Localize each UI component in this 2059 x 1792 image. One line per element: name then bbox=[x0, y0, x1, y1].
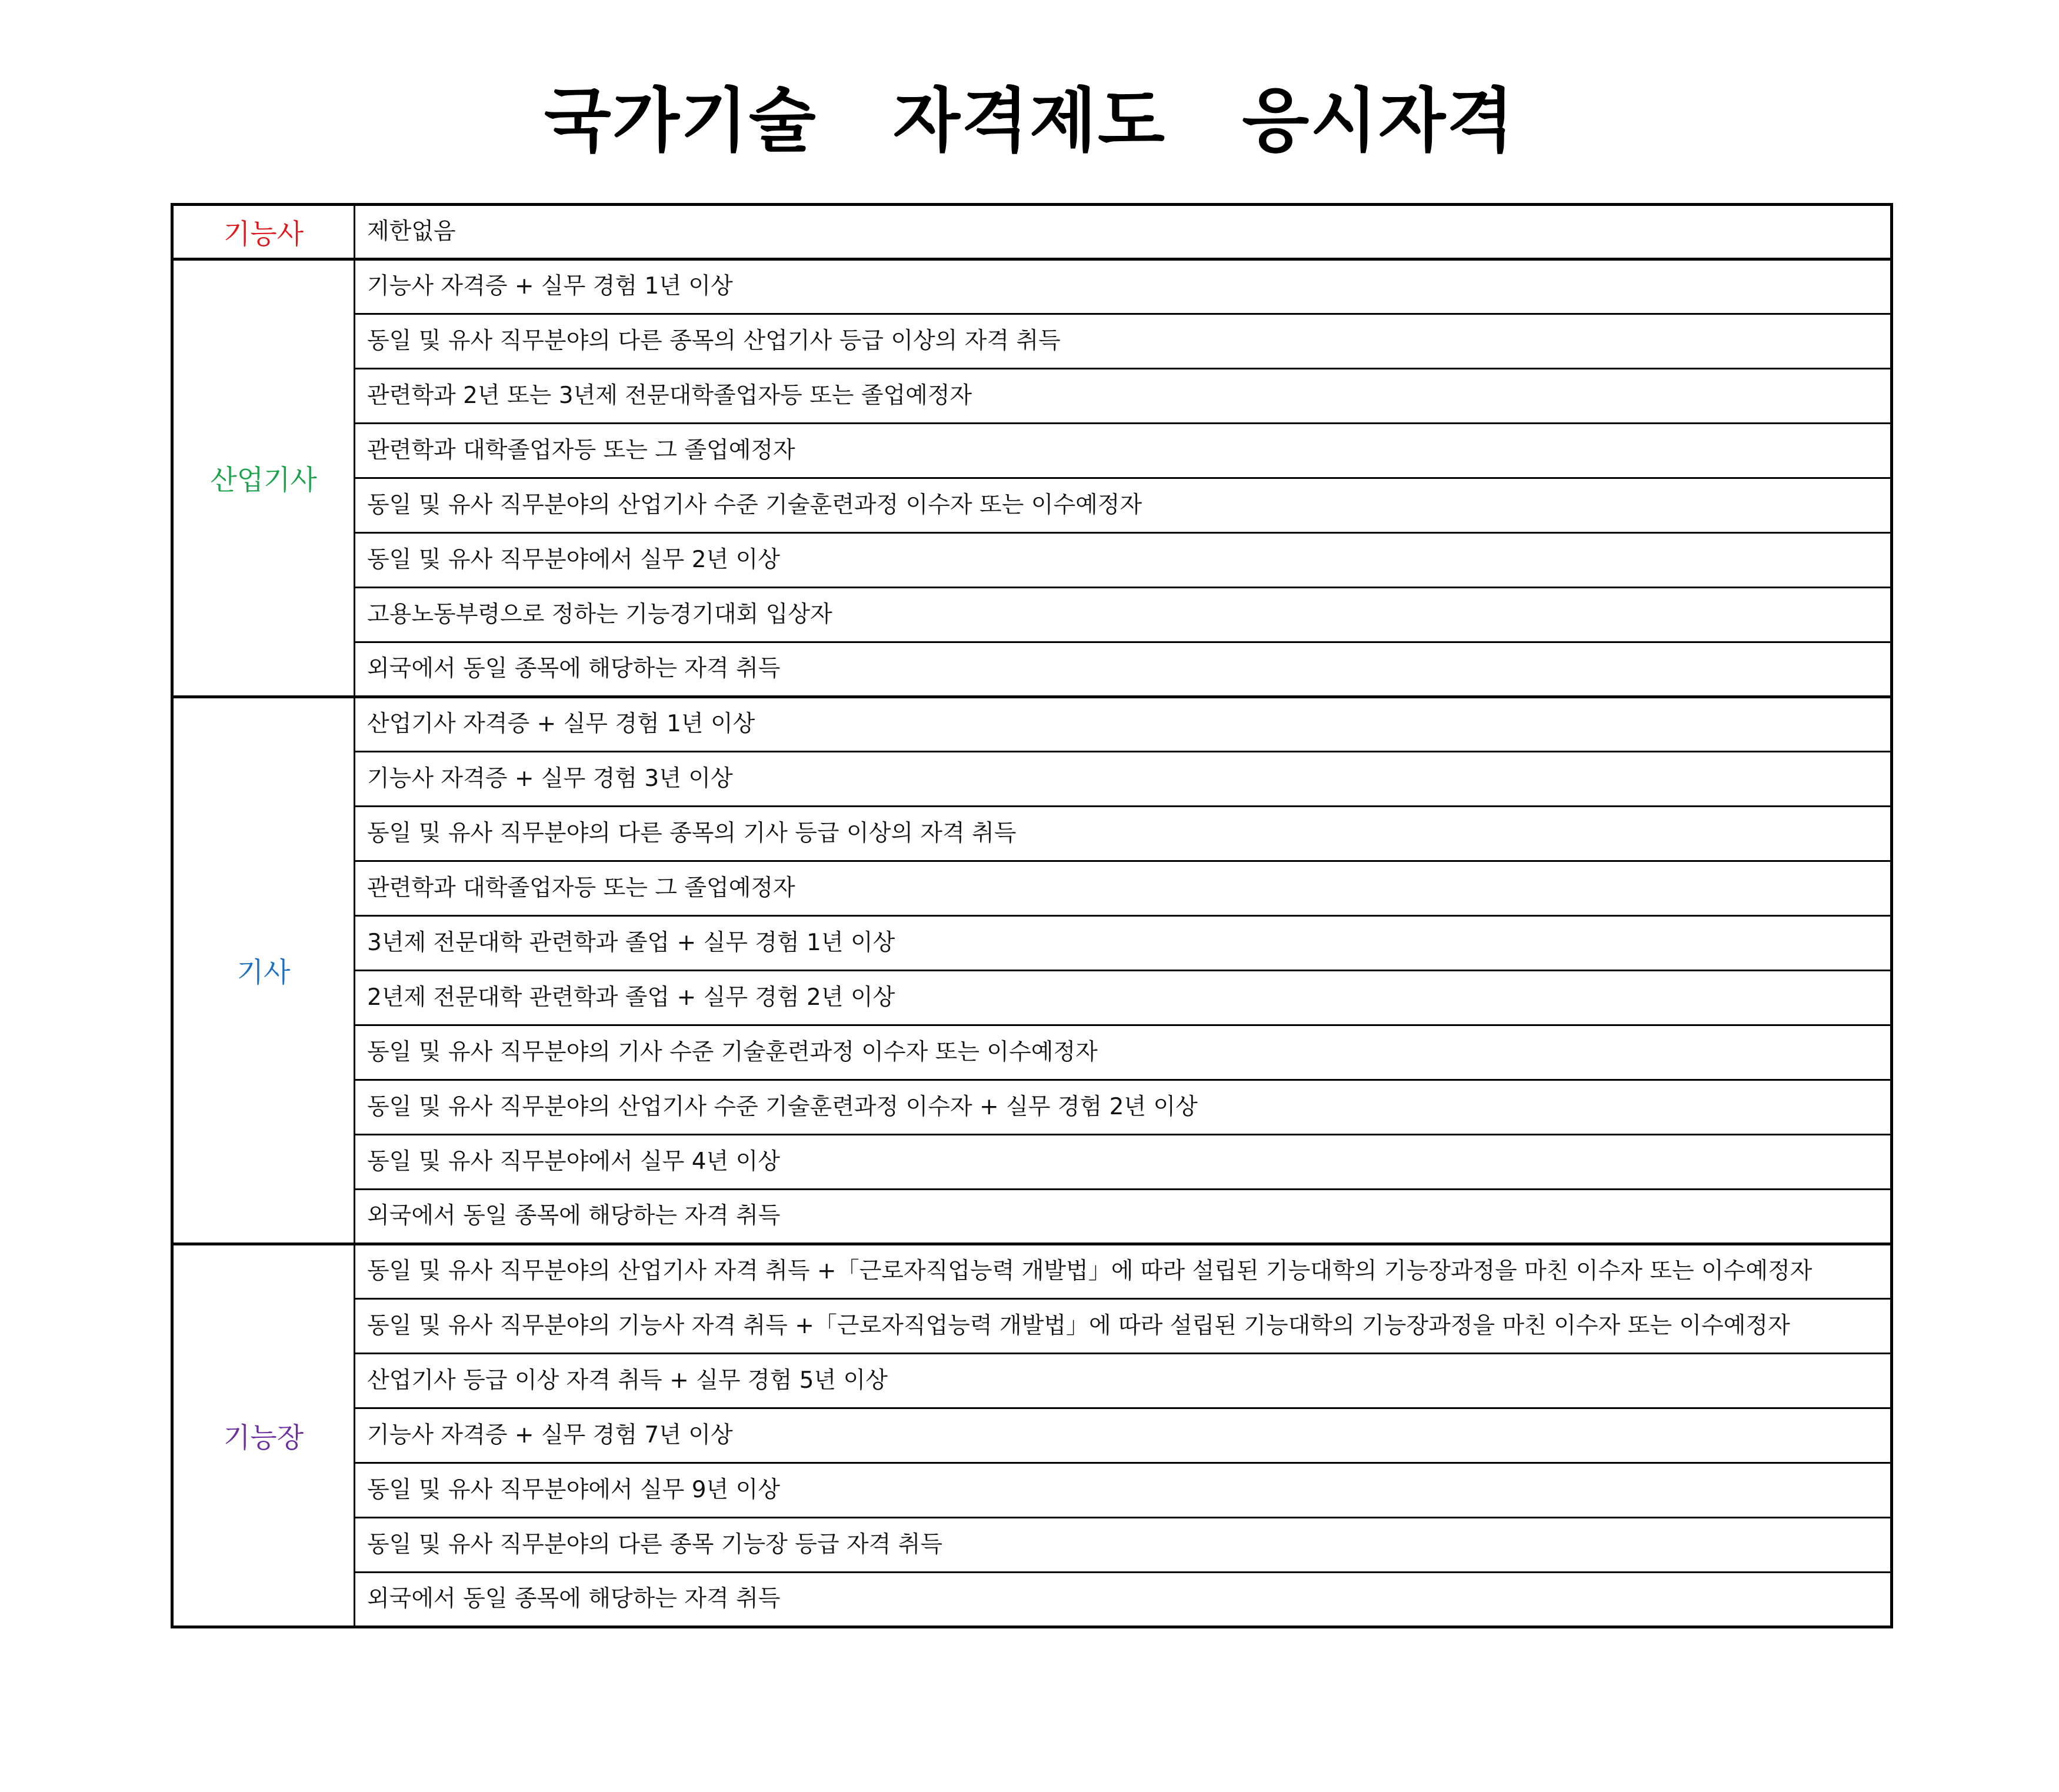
table-row bbox=[172, 1463, 1892, 1518]
table-row bbox=[172, 369, 1892, 424]
requirement-cell: 동일 및 유사 직무분야에서 실무 9년 이상 bbox=[355, 1463, 1892, 1518]
table-row bbox=[172, 259, 1892, 314]
requirement-cell: 관련학과 대학졸업자등 또는 그 졸업예정자 bbox=[355, 424, 1892, 478]
table-row bbox=[172, 533, 1892, 588]
requirement-cell: 3년제 전문대학 관련학과 졸업 + 실무 경험 1년 이상 bbox=[355, 916, 1892, 971]
grade-label: 기능사 bbox=[172, 205, 355, 259]
requirement-cell: 외국에서 동일 종목에 해당하는 자격 취득 bbox=[355, 1190, 1892, 1244]
table-row bbox=[172, 752, 1892, 807]
table-row bbox=[172, 1408, 1892, 1463]
table-row bbox=[172, 314, 1892, 369]
table-row bbox=[172, 1573, 1892, 1627]
requirement-cell: 기능사 자격증 + 실무 경험 7년 이상 bbox=[355, 1408, 1892, 1463]
requirement-cell: 산업기사 등급 이상 자격 취득 + 실무 경험 5년 이상 bbox=[355, 1354, 1892, 1408]
qualification-table-body bbox=[172, 205, 1892, 1627]
table-row bbox=[172, 424, 1892, 478]
table-row bbox=[172, 1244, 1892, 1299]
table-row bbox=[172, 807, 1892, 861]
requirement-cell: 기능사 자격증 + 실무 경험 1년 이상 bbox=[355, 259, 1892, 314]
grade-label: 기능장 bbox=[172, 1244, 355, 1627]
table-row bbox=[172, 642, 1892, 697]
requirement-cell: 동일 및 유사 직무분야의 기능사 자격 취득 +「근로자직업능력 개발법」에 따라 설립된 기능대학의 기능장과정을 마친 이수자 또는 이수예정자 bbox=[355, 1299, 1892, 1354]
table-row bbox=[172, 1025, 1892, 1080]
requirement-cell: 동일 및 유사 직무분야에서 실무 4년 이상 bbox=[355, 1135, 1892, 1190]
table-row bbox=[172, 478, 1892, 533]
table-row bbox=[172, 1518, 1892, 1573]
table-row bbox=[172, 916, 1892, 971]
requirement-cell: 동일 및 유사 직무분야의 다른 종목의 산업기사 등급 이상의 자격 취득 bbox=[355, 314, 1892, 369]
requirement-cell: 2년제 전문대학 관련학과 졸업 + 실무 경험 2년 이상 bbox=[355, 971, 1892, 1025]
table-row bbox=[172, 971, 1892, 1025]
grade-label: 기사 bbox=[172, 697, 355, 1244]
table-row bbox=[172, 588, 1892, 642]
table-row bbox=[172, 1080, 1892, 1135]
requirement-cell: 기능사 자격증 + 실무 경험 3년 이상 bbox=[355, 752, 1892, 807]
requirement-cell: 동일 및 유사 직무분야의 다른 종목 기능장 등급 자격 취득 bbox=[355, 1518, 1892, 1573]
requirement-cell: 산업기사 자격증 + 실무 경험 1년 이상 bbox=[355, 697, 1892, 752]
requirement-cell: 동일 및 유사 직무분야의 기사 수준 기술훈련과정 이수자 또는 이수예정자 bbox=[355, 1025, 1892, 1080]
requirement-cell: 동일 및 유사 직무분야의 다른 종목의 기사 등급 이상의 자격 취득 bbox=[355, 807, 1892, 861]
requirement-cell: 관련학과 대학졸업자등 또는 그 졸업예정자 bbox=[355, 861, 1892, 916]
requirement-cell: 동일 및 유사 직무분야의 산업기사 수준 기술훈련과정 이수자 + 실무 경험 2년 이상 bbox=[355, 1080, 1892, 1135]
table-row bbox=[172, 1299, 1892, 1354]
page-title: 국가기술 자격제도 응시자격 bbox=[544, 80, 1515, 161]
table-row bbox=[172, 1135, 1892, 1190]
requirement-cell: 고용노동부령으로 정하는 기능경기대회 입상자 bbox=[355, 588, 1892, 642]
requirement-cell: 동일 및 유사 직무분야의 산업기사 자격 취득 +「근로자직업능력 개발법」에 따라 설립된 기능대학의 기능장과정을 마친 이수자 또는 이수예정자 bbox=[355, 1244, 1892, 1299]
qualification-table bbox=[171, 203, 1893, 1628]
table-row bbox=[172, 697, 1892, 752]
table-row bbox=[172, 1190, 1892, 1244]
requirement-cell: 제한없음 bbox=[355, 205, 1892, 259]
requirement-cell: 관련학과 2년 또는 3년제 전문대학졸업자등 또는 졸업예정자 bbox=[355, 369, 1892, 424]
table-row bbox=[172, 1354, 1892, 1408]
requirement-cell: 외국에서 동일 종목에 해당하는 자격 취득 bbox=[355, 642, 1892, 697]
table-row bbox=[172, 861, 1892, 916]
grade-label: 산업기사 bbox=[172, 259, 355, 697]
table-row bbox=[172, 205, 1892, 259]
requirement-cell: 외국에서 동일 종목에 해당하는 자격 취득 bbox=[355, 1573, 1892, 1627]
requirement-cell: 동일 및 유사 직무분야에서 실무 2년 이상 bbox=[355, 533, 1892, 588]
requirement-cell: 동일 및 유사 직무분야의 산업기사 수준 기술훈련과정 이수자 또는 이수예정자 bbox=[355, 478, 1892, 533]
